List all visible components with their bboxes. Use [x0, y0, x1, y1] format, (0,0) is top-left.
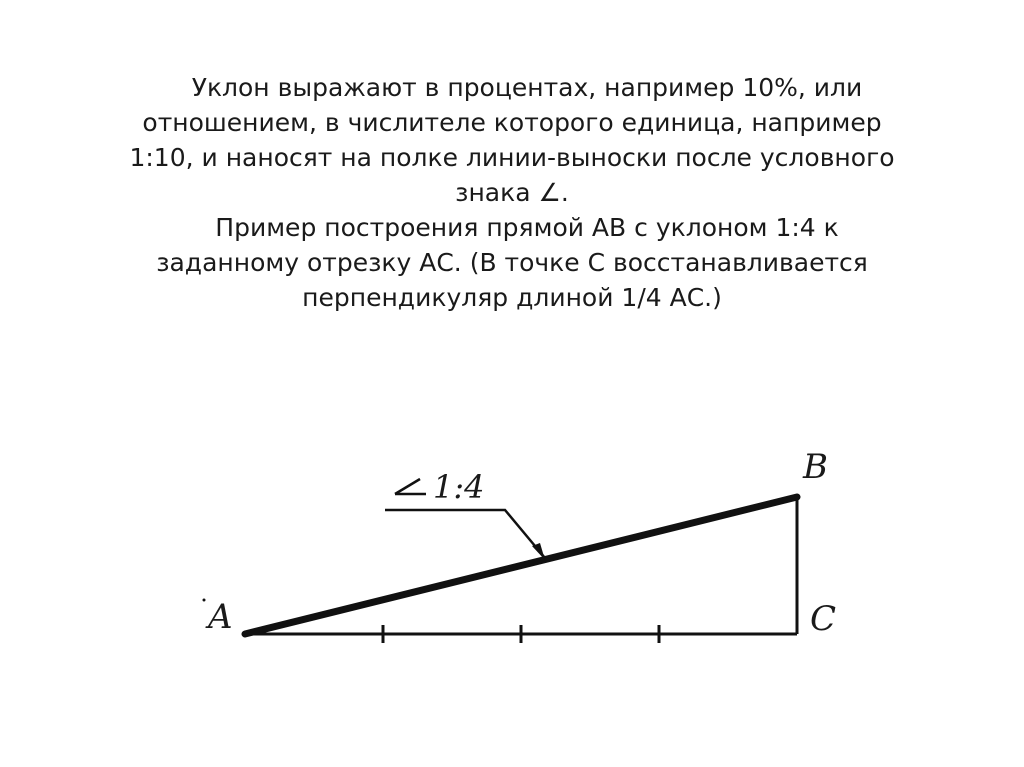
point-a-label: A — [208, 597, 233, 637]
leader-line — [385, 510, 545, 558]
point-b-label: B — [803, 447, 828, 487]
point-c-label: C — [810, 599, 837, 639]
slope-sign-icon — [395, 479, 426, 494]
text-line: перпендикуляр длиной 1/4 АС.) — [302, 283, 722, 312]
text-line: Уклон выражают в процентах, например 10%, или — [191, 73, 863, 102]
text-line: Пример построения прямой АВ с уклоном 1:4 к — [215, 213, 839, 242]
text-line: заданному отрезку АС. (В точке С восстанавливается — [156, 248, 868, 277]
point-a-dot — [203, 599, 206, 602]
leader-arrowhead — [532, 543, 545, 560]
text-line: знака ∠. — [455, 178, 569, 207]
text-line: отношением, в числителе которого единица, например — [142, 108, 882, 137]
text-line: 1:10, и наносят на полке линии-выноски после условного — [129, 143, 895, 172]
line-ab — [245, 497, 797, 634]
slope-ratio-label: 1:4 — [433, 468, 485, 506]
